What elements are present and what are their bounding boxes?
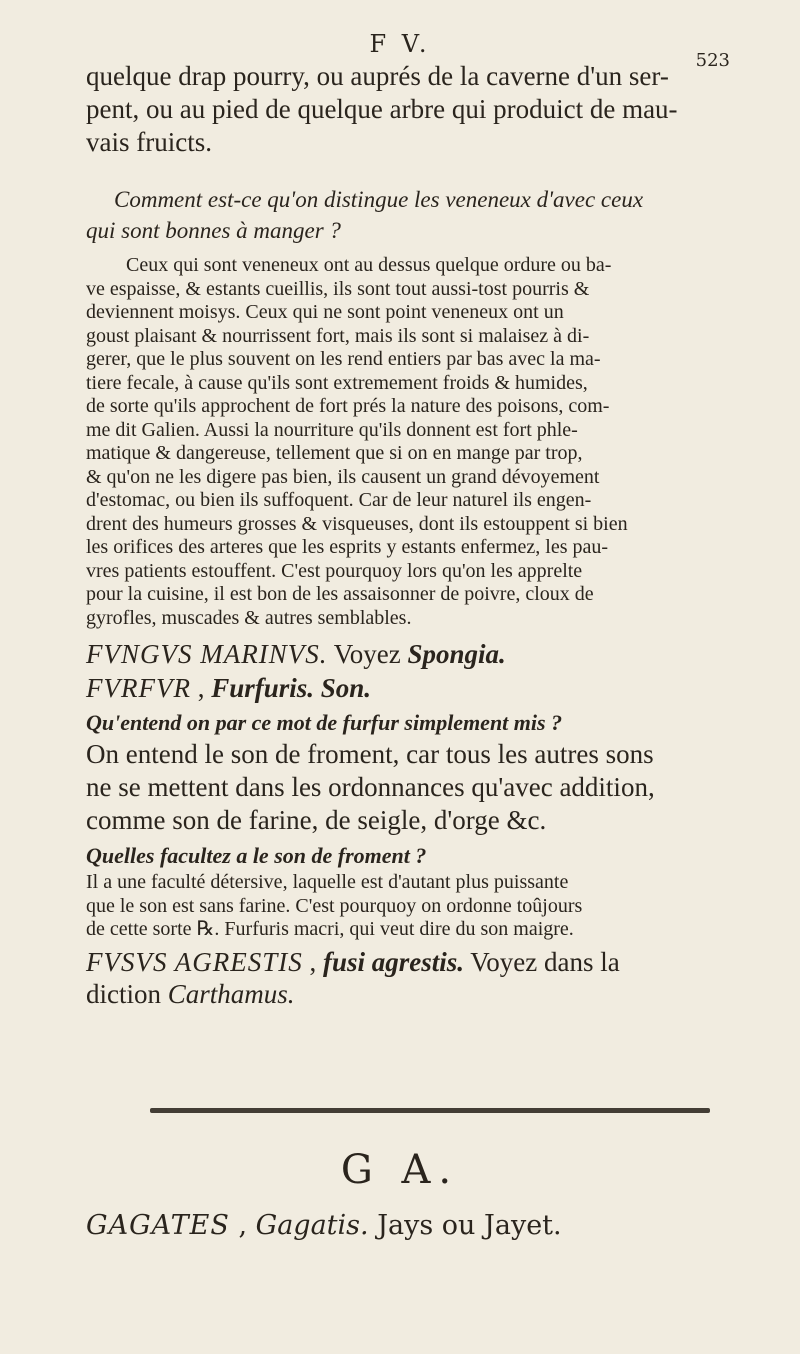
question-line: Comment est-ce qu'on distingue les veneneux d'avec ceux — [114, 187, 644, 212]
paragraph-line: On entend le son de froment, car tous les autres sons — [86, 739, 654, 769]
entry-headword: FVRFVR — [86, 673, 191, 703]
paragraph-line: d'estomac, ou bien ils suffoquent. Car de leur naturel ils engen- — [86, 489, 592, 511]
paragraph-line: vres patients estouffent. C'est pourquoy lors qu'on les apprelte — [86, 559, 583, 582]
question-furfur: Qu'entend on par ce mot de furfur simplement mis ? — [86, 710, 563, 735]
paragraph-venomous — [86, 254, 722, 630]
running-head: F V. — [369, 30, 431, 58]
paragraph-line: Il a une faculté détersive, laquelle est d'autant plus puissante — [86, 871, 569, 893]
paragraph-line: de sorte qu'ils approchent de fort prés la nature des poisons, com- — [86, 395, 610, 417]
entry-reference: Spongia. — [407, 639, 506, 669]
entry-headword: FVSVS AGRESTIS — [86, 946, 303, 977]
paragraph-line: me dit Galien. Aussi la nourriture qu'ils donnent est fort phle- — [86, 418, 578, 441]
paragraph-line: comme son de farine, de seigle, d'orge &c. — [86, 805, 547, 835]
entry-text: , — [229, 1210, 256, 1241]
page-body — [86, 60, 722, 1010]
paragraph-furfur — [86, 738, 722, 837]
question-son: Quelles facultez a le son de froment ? — [86, 843, 427, 868]
entry-reference: Carthamus. — [167, 978, 295, 1009]
entry-latin: Gagatis. — [255, 1210, 369, 1241]
paragraph-line: pour la cuisine, il est bon de les assaisonner de poivre, cloux de — [86, 583, 594, 605]
intro-line: pent, ou au pied de quelque arbre qui produict de mau- — [86, 94, 678, 124]
entry-text: , — [302, 946, 323, 977]
entry-furfur — [86, 672, 722, 704]
section-divider — [150, 1108, 710, 1113]
entry-text: diction — [86, 978, 168, 1009]
paragraph-line: matique & dangereuse, tellement que si on en mange par trop, — [86, 442, 583, 464]
intro-line: quelque drap pourry, ou auprés de la caverne d'un ser- — [86, 61, 669, 91]
entry-fungus — [86, 638, 722, 670]
paragraph-line: goust plaisant & nourrissent fort, mais ils sont si malaisez à di- — [86, 324, 590, 347]
paragraph-line: les orifices des arteres que les esprits y estants enfermez, les pau- — [86, 536, 609, 558]
paragraph-line: & qu'on ne les digere pas bien, ils causent un grand dévoyement — [86, 465, 600, 488]
question-line: qui sont bonnes à manger ? — [86, 218, 341, 243]
question-venomous — [86, 184, 722, 246]
paragraph-line: gyrofles, muscades & autres semblables. — [86, 606, 412, 629]
paragraph-line: deviennent moisys. Ceux qui ne sont point veneneux ont un — [86, 301, 564, 323]
intro-line: vais fruicts. — [86, 127, 212, 157]
paragraph-line: que le son est sans farine. C'est pourquoy on ordonne toûjours — [86, 894, 583, 917]
paragraph-line: ne se mettent dans les ordonnances qu'avec addition, — [86, 772, 655, 802]
paragraph-line: tiere fecale, à cause qu'ils sont extremement froids & humides, — [86, 371, 588, 394]
entry-headword: GAGATES — [86, 1210, 230, 1241]
page-number: 523 — [695, 50, 730, 71]
paragraph-son — [86, 871, 722, 942]
entry-gagates — [86, 1210, 562, 1241]
paragraph-line: gerer, que le plus souvent on les rend entiers par bas avec la ma- — [86, 348, 601, 370]
paragraph-line: ve espaisse, & estants cueillis, ils sont tout aussi-tost pourris & — [86, 277, 590, 300]
entry-fusus — [86, 946, 722, 1010]
paragraph-line: Ceux qui sont veneneux ont au dessus quelque ordure ou ba- — [126, 254, 612, 276]
section-heading: G A. — [340, 1147, 460, 1193]
entry-text: Voyez — [327, 639, 408, 669]
entry-text: , — [190, 673, 212, 703]
entry-headword: FVNGVS MARINVS. — [86, 639, 328, 669]
paragraph-line: de cette sorte ℞. Furfuris macri, qui veut dire du son maigre. — [86, 918, 574, 940]
entry-latin: fusi agrestis. — [322, 946, 465, 977]
entry-text: Jays ou Jayet. — [368, 1210, 562, 1241]
entry-text: Voyez dans la — [464, 946, 620, 977]
entry-latin: Furfuris. Son. — [211, 673, 372, 703]
paragraph-line: drent des humeurs grosses & visqueuses, dont ils estouppent si bien — [86, 512, 628, 535]
